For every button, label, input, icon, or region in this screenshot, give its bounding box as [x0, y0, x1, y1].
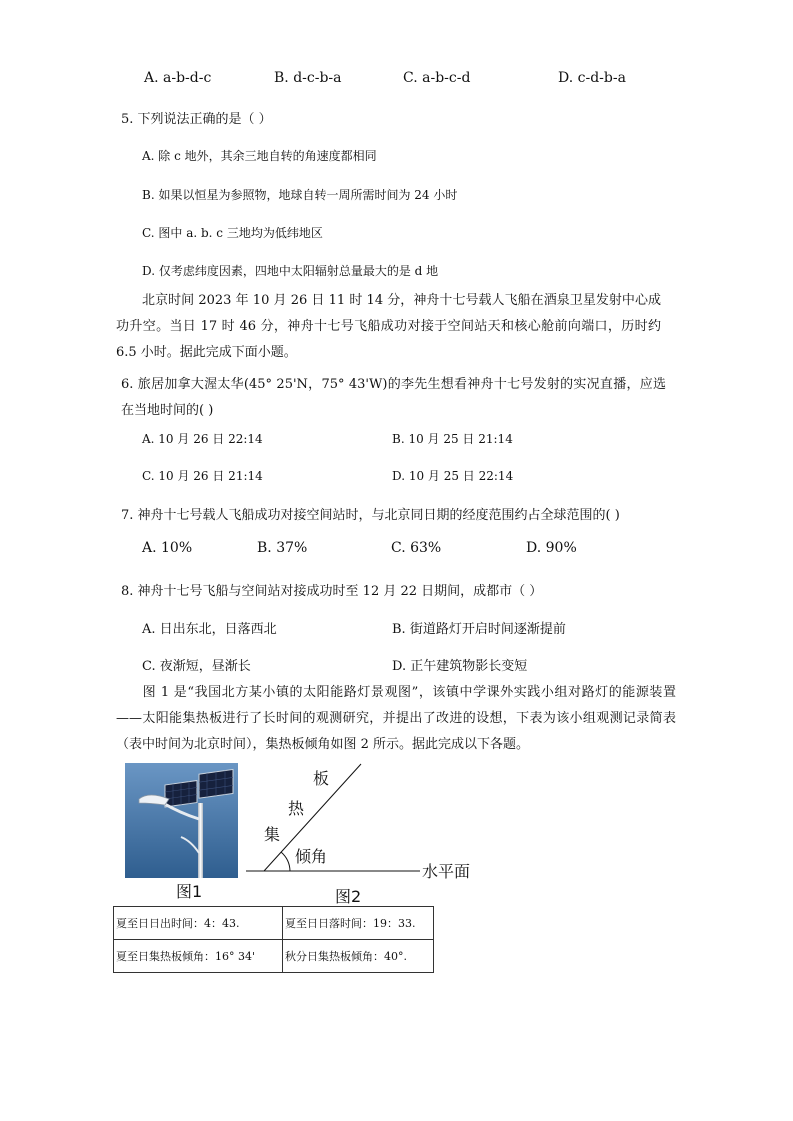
table-row [114, 907, 434, 940]
q8-option-d: D. 正午建筑物影长变短 [392, 659, 528, 674]
q8-option-b: B. 街道路灯开启时间逐渐提前 [392, 622, 566, 637]
q8-option-a: A. 日出东北，日落西北 [142, 622, 277, 637]
q7-option-c: C. 63% [391, 540, 442, 556]
q4-option-a: A. a-b-d-c [144, 70, 212, 86]
label-angle: 倾角 [295, 847, 328, 866]
figure-2-diagram [240, 760, 490, 910]
label-re: 热 [288, 799, 305, 818]
table-cell: 夏至日集热板倾角：16° 34' [114, 940, 283, 973]
q5-stem: 5. 下列说法正确的是（ ） [121, 112, 272, 127]
q4-option-d: D. c-d-b-a [558, 70, 626, 86]
q5-option-c: C. 图中 a. b. c 三地均为低纬地区 [142, 226, 323, 240]
figure-1-photo [125, 763, 238, 878]
q7-stem: 7. 神舟十七号载人飞船成功对接空间站时，与北京同日期的经度范围约占全球范围的( ) [121, 508, 620, 523]
q7-option-b: B. 37% [257, 540, 308, 556]
figure-2-caption: 图2 [335, 887, 362, 906]
q6-option-c: C. 10 月 26 日 21:14 [142, 469, 263, 483]
table-row [114, 940, 434, 973]
label-ban: 板 [313, 769, 330, 788]
table-cell: 秋分日集热板倾角：40°. [283, 940, 434, 973]
q5-option-d: D. 仅考虑纬度因素，四地中太阳辐射总量最大的是 d 地 [142, 264, 439, 278]
table-cell: 夏至日日出时间：4：43. [114, 907, 283, 940]
q7-option-d: D. 90% [526, 540, 577, 556]
q6-option-d: D. 10 月 25 日 22:14 [392, 469, 514, 483]
q6-option-b: B. 10 月 25 日 21:14 [392, 432, 513, 446]
q5-option-b: B. 如果以恒星为参照物，地球自转一周所需时间为 24 小时 [142, 188, 458, 202]
q8-stem: 8. 神舟十七号飞船与空间站对接成功时至 12 月 22 日期间，成都市（ ） [121, 584, 543, 599]
solar-lamp-illustration [125, 763, 238, 878]
q6-stem: 6. 旅居加拿大渥太华(45° 25'N，75° 43'W)的李先生想看神舟十七号发射的实况直播，应选在当地时间的( ) [121, 377, 666, 418]
q4-option-c: C. a-b-c-d [403, 70, 471, 86]
label-horizontal: 水平面 [422, 862, 471, 881]
q7-option-a: A. 10% [142, 540, 193, 556]
passage-shenzhou: 北京时间 2023 年 10 月 26 日 11 时 14 分，神舟十七号载人飞船在酒泉卫星发射中心成功升空。当日 17 时 46 分，神舟十七号飞船成功对接于空间站天和核心舱前向端口，历时约 6.5 小时。据此完成下面小题。 [116, 293, 661, 360]
table-cell: 夏至日日落时间：19：33. [283, 907, 434, 940]
figure-1-caption: 图1 [176, 882, 203, 901]
angle-arc [281, 852, 290, 871]
q5-option-a: A. 除 c 地外，其余三地自转的角速度都相同 [142, 149, 377, 163]
q8-option-c: C. 夜渐短，昼渐长 [142, 659, 251, 674]
q4-option-b: B. d-c-b-a [274, 70, 342, 86]
label-ji: 集 [264, 825, 281, 844]
q6-option-a: A. 10 月 26 日 22:14 [142, 432, 263, 446]
passage-solar-lamp: 图 1 是“我国北方某小镇的太阳能路灯景观图”，该镇中学课外实践小组对路灯的能源装置——太阳能集热板进行了长时间的观测研究，并提出了改进的设想，下表为该小组观测记录简表（表中时间为北京时间），集热板倾角如图 2 所示。据此完成以下各题。 [116, 685, 676, 752]
observation-table [113, 906, 434, 973]
